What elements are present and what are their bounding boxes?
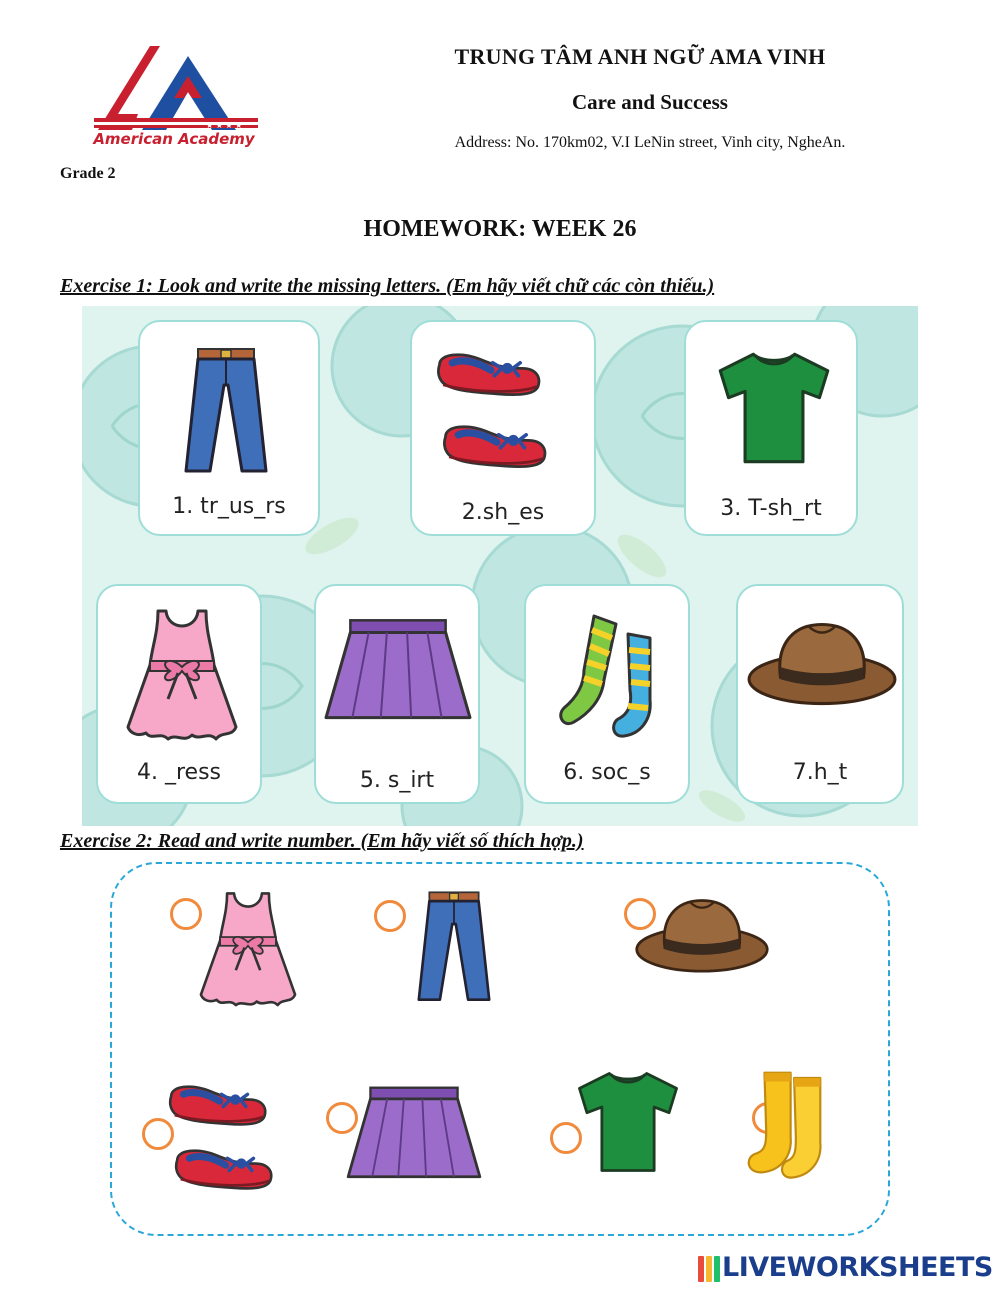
tshirt-icon [562, 1066, 694, 1178]
grade-label: Grade 2 [60, 165, 116, 182]
logo-text: American Academy [93, 130, 255, 148]
exercise1-panel [82, 306, 918, 826]
socks-icon [740, 1066, 836, 1186]
exercise1-heading: Exercise 1: Look and write the missing letters. (Em hãy viết chữ các còn thiếu.) [60, 275, 715, 297]
card-label: 5. s_irt [359, 768, 435, 793]
card-label: 2.sh_es [461, 500, 545, 525]
trousers-icon [186, 349, 266, 471]
card-label: 4. _ress [136, 760, 221, 785]
tshirt-icon [720, 354, 827, 461]
liveworksheets-logo-icon [698, 1256, 720, 1282]
skirt-icon [326, 620, 470, 717]
card-hat [736, 584, 904, 804]
page-title: HOMEWORK: WEEK 26 [363, 216, 637, 242]
card-shoes [410, 320, 596, 536]
dress-icon [190, 890, 306, 1012]
answer-circle[interactable] [374, 900, 406, 932]
card-label: 7.h_t [792, 760, 848, 785]
card-label: 6. soc_s [563, 760, 651, 785]
shoes-icon [166, 1076, 270, 1130]
dress-icon [128, 611, 236, 739]
hat-icon [634, 892, 770, 976]
card-skirt [314, 584, 480, 804]
card-socks [524, 584, 690, 804]
socks-icon [561, 616, 650, 736]
shoes-icon [438, 355, 539, 395]
card-label: 3. T-sh_rt [720, 496, 822, 521]
card-label: 1. tr_us_rs [172, 494, 286, 519]
exercise2-heading: Exercise 2: Read and write number. (Em hãy viết số thích hợp.) [60, 830, 584, 852]
center-name: TRUNG TÂM ANH NGỮ AMA VINH [454, 44, 826, 69]
trousers-icon [410, 884, 498, 1008]
card-trousers [138, 320, 320, 536]
address: Address: No. 170km02, V.I LeNin street, Vinh city, NgheAn. [454, 134, 846, 151]
skirt-icon [344, 1084, 484, 1186]
hat-icon [749, 625, 895, 704]
card-tshirt [684, 320, 858, 536]
shoes-icon [172, 1140, 276, 1194]
shoes-icon [444, 427, 545, 467]
svg-text:★ ★ ★ ★: ★ ★ ★ ★ [206, 121, 243, 130]
slogan: Care and Success [572, 90, 728, 114]
liveworksheets-brand[interactable]: LIVEWORKSHEETS [722, 1252, 993, 1283]
card-dress [96, 584, 262, 804]
